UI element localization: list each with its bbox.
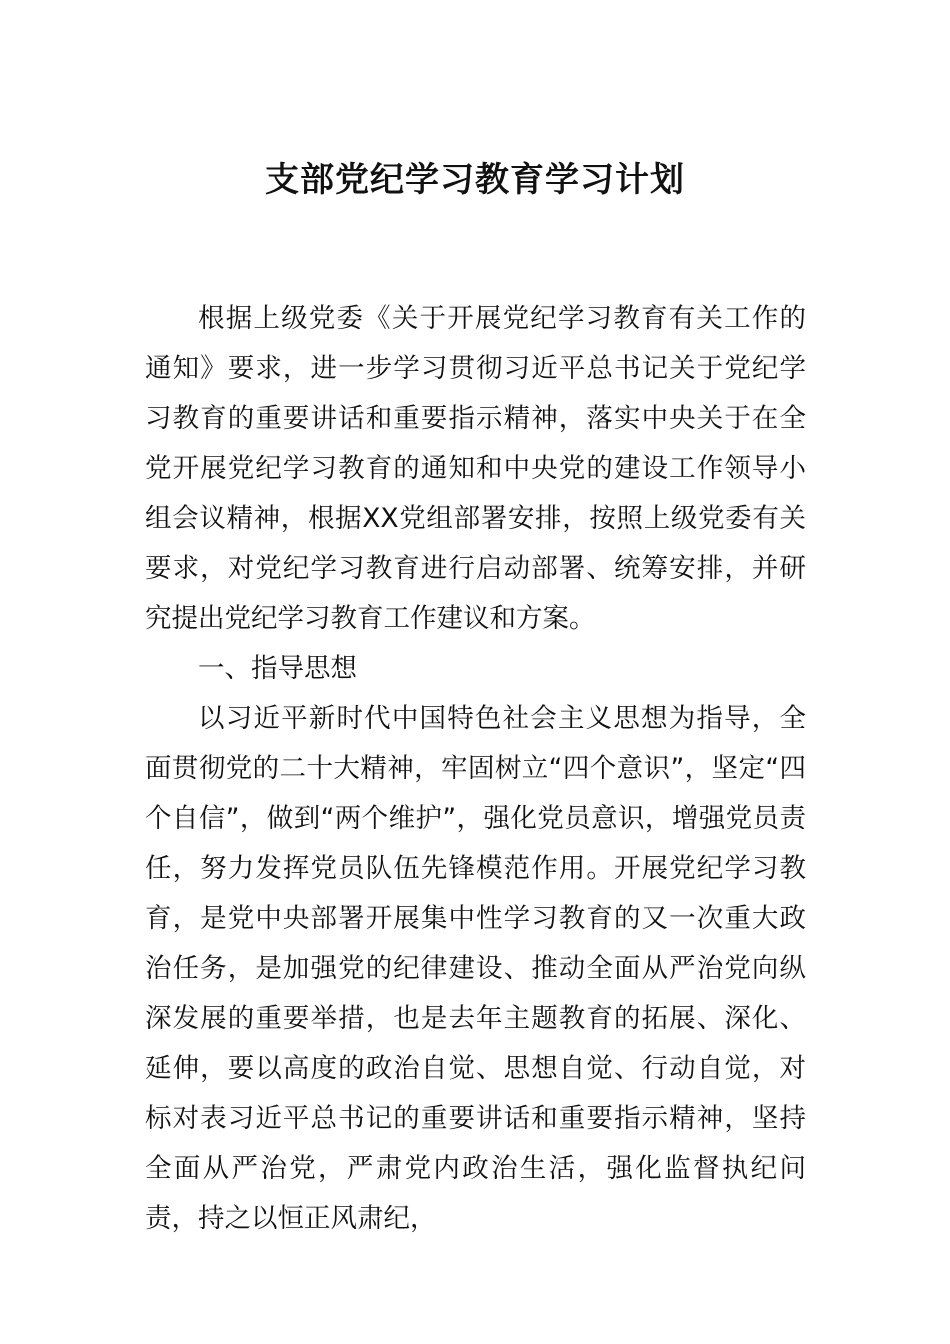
section-paragraph-guiding-ideology: 以习近平新时代中国特色社会主义思想为指导，全面贯彻党的二十大精神，牢固树立“四个意识”，坚定“四个自信”，做到“两个维护”，强化党员意识，增强党员责任，努力发挥党员队伍先锋模范作用。开展党纪学习教育，是党中央部署开展集中性学习教育的又一次重大政治任务，是加强党的纪律建设、推动全面从严治党向纵深发展的重要举措，也是去年主题教育的拓展、深化、延伸，要以高度的政治自觉、思想自觉、行动自觉，对标对表习近平总书记的重要讲话和重要指示精神，坚持全面从严治党，严肃党内政治生活，强化监督执纪问责，持之以恒正风肃纪， [145,703,806,1234]
document-body [145,294,806,1244]
document-title: 支部党纪学习教育学习计划 [265,160,685,200]
section-heading-guiding-ideology: 一、指导思想 [198,653,357,684]
intro-paragraph: 根据上级党委《关于开展党纪学习教育有关工作的通知》要求，进一步学习贯彻习近平总书记关于党纪学习教育的重要讲话和重要指示精神，落实中央关于在全党开展党纪学习教育的通知和中央党的建设工作领导小组会议精神，根据XX党组部署安排，按照上级党委有关要求，对党纪学习教育进行启动部署、统筹安排，并研究提出党纪学习教育工作建议和方案。 [145,303,806,634]
